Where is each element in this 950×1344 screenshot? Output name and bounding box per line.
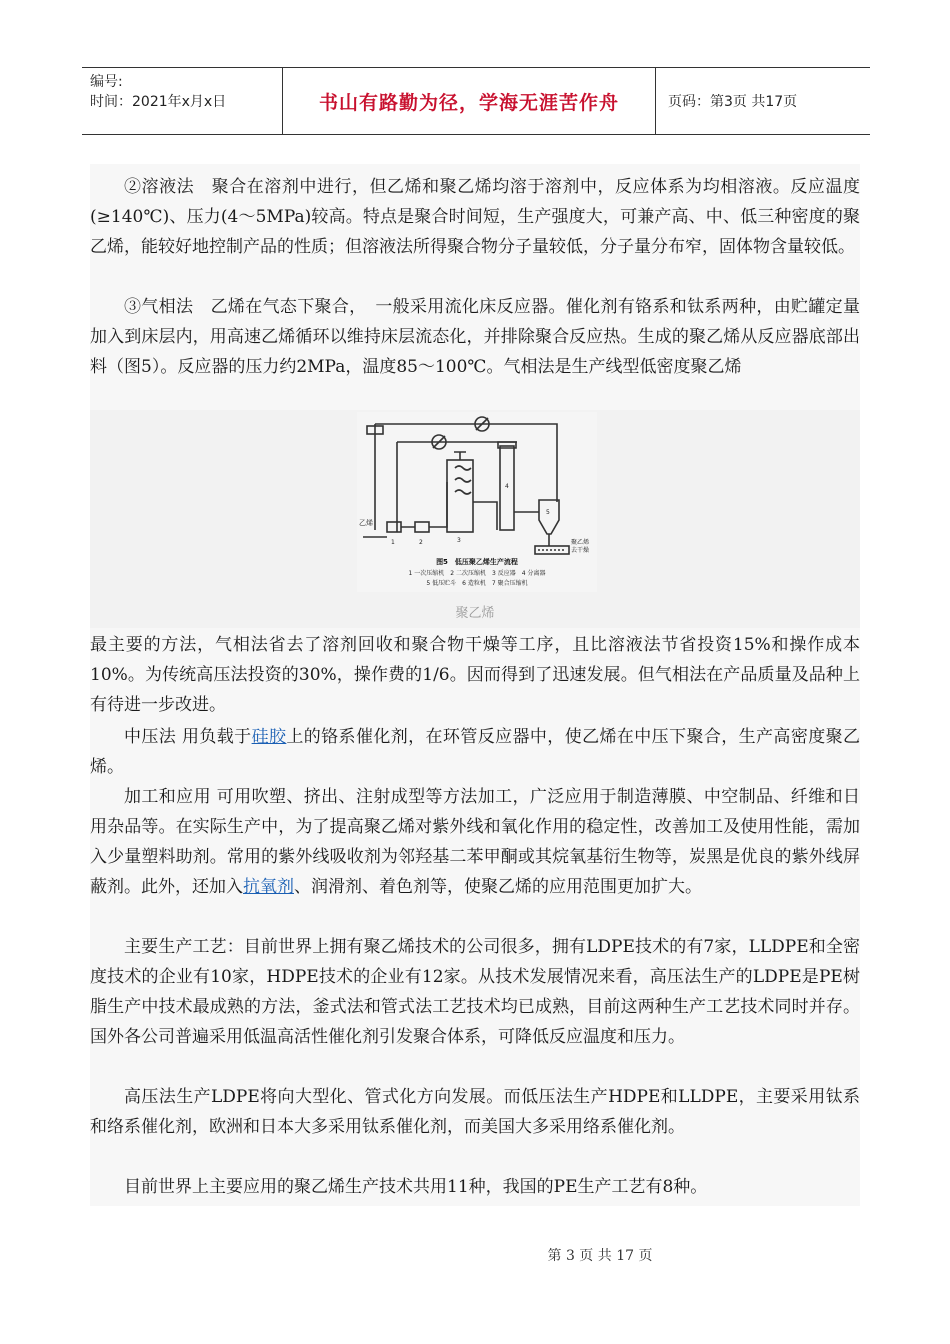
diagram-legend-2: 5 低压贮斗 6 造粒机 7 聚合压缩机 xyxy=(426,580,528,587)
link-silica-gel[interactable]: 硅胶 xyxy=(251,727,287,747)
paragraph-gas-phase-cont: 最主要的方法，气相法省去了溶剂回收和聚合物干燥等工序，且比溶液法节省投资15%和操作成本10%。为传统高压法投资的30%，操作费的1/6。因而得到了迅速发展。但气相法在产品质量及品种上有待进一步改进。 xyxy=(90,635,860,715)
diagram-legend-1: 1 一次压缩机 2 二次压缩机 3 反应器 4 分离器 xyxy=(408,570,546,577)
process-flow-diagram xyxy=(357,412,597,592)
paragraph-high-pressure-trend: 高压法生产LDPE将向大型化、管式化方向发展。而低压法生产HDPE和LLDPE，主要采用钛系和络系催化剂，欧洲和日本大多采用钛系催化剂，而美国大多采用络系催化剂。 xyxy=(90,1087,860,1137)
p5-text-before: 加工和应用 可用吹塑、挤出、注射成型等方法加工，广泛应用于制造薄膜、中空制品、纤维和日用杂品等。在实际生产中，为了提高聚乙烯对紫外线和氧化作用的稳定性，改善加工及使用性能，需加入少量塑料助剂。常用的紫外线吸收剂为邻羟基二苯甲酮或其烷氧基衍生物等，炭黑是优良的紫外线屏蔽剂。此外，还加入 xyxy=(90,787,860,897)
reactor-vessel xyxy=(447,460,473,532)
p4-text-after: 上的铬系催化剂，在环管反应器中，使乙烯在中压下聚合，生产高密度聚乙烯。 xyxy=(90,727,861,777)
compressor-2 xyxy=(415,522,429,532)
paragraph-main-processes: 主要生产工艺：目前世界上拥有聚乙烯技术的公司很多，拥有LDPE技术的有7家，LLDPE和全密度技术的企业有10家，HDPE技术的企业有12家。从技术发展情况来看，高压法生产的LDPE是PE树脂生产中技术最成熟的方法，釜式法和管式法工艺技术均已成熟，目前这两种生产工艺技术同时并存。国外各公司普遍采用低温高活性催化剂引发聚合体系，可降低反应温度和压力。 xyxy=(90,937,860,1047)
p5-text-after: 、润滑剂、着色剂等，使聚乙烯的应用范围更加扩大。 xyxy=(294,877,702,897)
p4-text-before: 中压法 用负载于 xyxy=(124,727,252,747)
feed-pipes-left xyxy=(375,424,397,532)
paragraph-gas-phase-method: ③气相法 乙烯在气态下聚合， 一般采用流化床反应器。催化剂有铬系和钛系两种，由贮罐定量加入到床层内，用高速乙烯循环以维持床层流态化，并排除聚合反应热。生成的聚乙烯从反应器底部出料（图5）。反应器的压力约2MPa，温度85～100℃。气相法是生产线型低密度聚乙烯 xyxy=(90,297,860,377)
paragraph-technology-count: 目前世界上主要应用的聚乙烯生产技术共用11种，我国的PE生产工艺有8种。 xyxy=(124,1177,708,1197)
paragraph-processing-application xyxy=(90,782,860,902)
link-antioxidant[interactable]: 抗氧剂 xyxy=(243,877,294,897)
diagram-title: 图5 低压聚乙烯生产流程 xyxy=(436,558,518,566)
compressor-1 xyxy=(387,522,401,532)
date-label: 时间：2021年x月x日 xyxy=(90,94,227,110)
figure-caption: 聚乙烯 xyxy=(455,606,495,621)
label-product-2: 去干燥 xyxy=(571,547,590,554)
label-feed: 乙烯 xyxy=(359,519,373,527)
num-3: 3 xyxy=(457,537,461,544)
header-left-cell xyxy=(82,68,282,134)
page-footer: 第 3 页 共 17 页 xyxy=(547,1248,653,1264)
paragraph-medium-pressure xyxy=(90,722,860,782)
recycle-line-top xyxy=(375,424,557,502)
hopper xyxy=(539,500,559,534)
figure-container xyxy=(90,410,860,628)
num-2: 2 xyxy=(419,539,423,546)
num-5: 5 xyxy=(546,509,550,516)
paragraph-solution-method: ②溶液法 聚合在溶剂中进行，但乙烯和聚乙烯均溶于溶剂中，反应体系为均相溶液。反应温度(≥140℃)、压力(4～5MPa)较高。特点是聚合时间短，生产强度大，可兼产高、中、低三种密度的聚乙烯，能较好地控制产品的性质；但溶液法所得聚合物分子量较低，分子量分布窄，固体物含量较低。 xyxy=(90,177,860,257)
header-page-info: 页码：第3页 共17页 xyxy=(668,94,798,110)
label-product: 聚乙烯 xyxy=(571,539,590,546)
page-header xyxy=(82,67,870,135)
doc-number-label: 编号: xyxy=(90,74,123,90)
num-4: 4 xyxy=(505,483,509,490)
document-body xyxy=(90,164,860,1206)
header-motto: 书山有路勤为径，学海无涯苦作舟 xyxy=(282,68,656,134)
num-1: 1 xyxy=(391,539,395,546)
